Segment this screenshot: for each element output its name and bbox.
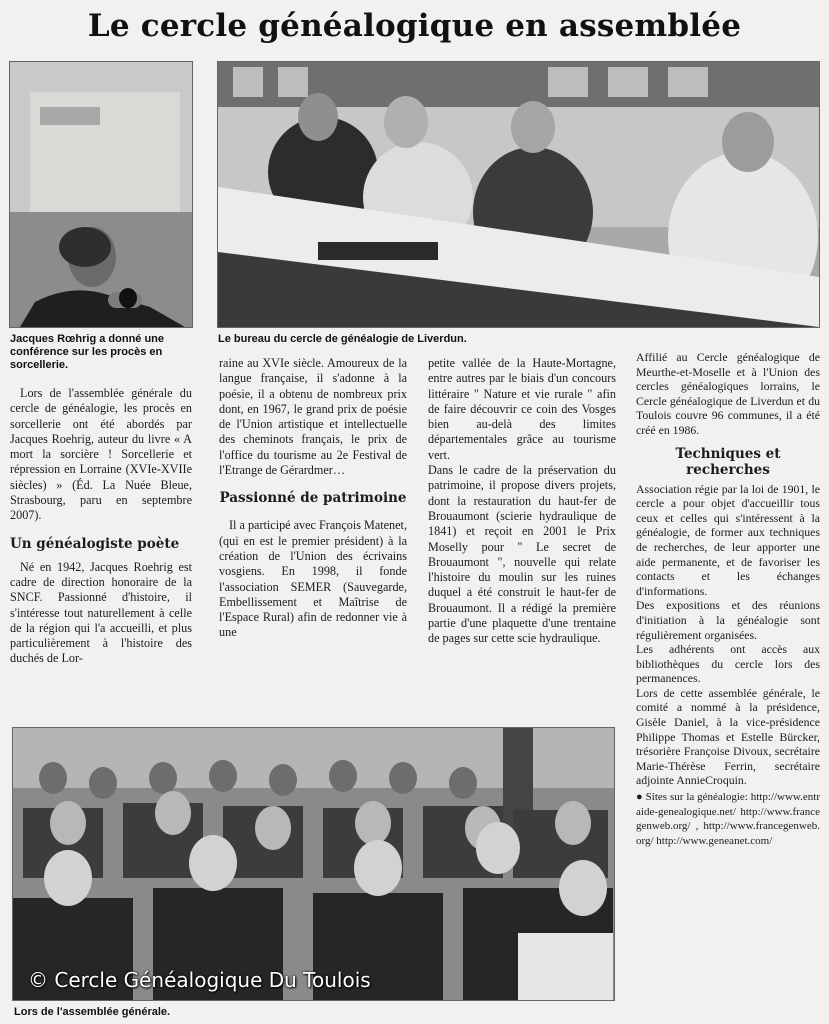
col4-paragraph-2: Association régie par la loi de 1901, le cercle a pour objet d'accueillir tous ceux et celles qui s'intéressent à la généalogie, de former aux techniques de recherches, de leur apporter une aide permanente, et de favoriser les contacts et les échanges d'informations.: [636, 481, 820, 598]
speaker-photo-image: [10, 62, 192, 327]
col3-paragraph-1: petite vallée de la Haute-Mortagne, entre autres par le biais d'un concours littéraire " Nature et vie rurale " afin de faire découvrir ce coin des Vosges bien au-delà des limites départementales grâce au tourisme vert.: [428, 356, 616, 462]
column-1: [10, 386, 192, 667]
bureau-photo-image: [218, 62, 819, 327]
column-2: [219, 356, 407, 641]
column-4: [636, 350, 820, 848]
col4-subhead: Techniques et recherches: [675, 445, 781, 478]
column-3: [428, 356, 616, 647]
col1-paragraph-2: Né en 1942, Jacques Roehrig est cadre de direction honoraire de la SNCF. Passionné d'histoire, il s'intéresse tout naturellement à celle de la région qui l'a accueilli, et plus particulièrement à l'histoire des duchés de Lor-: [10, 559, 192, 666]
col4-websites: ● Sites sur la généalogie: http://www.entraide-genealogique.net/ http://www.francegenweb.org/ , http://www.francegenweb.org/ http://www.geneanet.com/: [636, 791, 820, 847]
assembly-photo-image: [13, 728, 614, 1000]
col2-paragraph-1: raine au XVIe siècle. Amoureux de la langue française, il s'adonne à la poésie, il a obtenu de nombreux prix dont, en 1967, le grand prix de poésie de l'Union artistique et intellectuelle des cheminots français, le prix de l'office du tourisme au 2e Festival de l'Etrange de Gérardmer…: [219, 356, 407, 478]
col2-paragraph-2: Il a participé avec François Matenet, (qui en est le premier président) à la création de l'Union des écrivains vosgiens. En 1998, il fonde l'association SEMER (Sauvegarde, Embellissement et Maîtrise de l'Espace Rural) afin de redonner vie à une: [219, 518, 407, 640]
bureau-photo: [217, 61, 820, 328]
headline: Le cercle généalogique en assemblée: [87, 8, 742, 44]
assembly-caption: Lors de l'assemblée générale.: [14, 1006, 171, 1018]
speaker-photo: [9, 61, 193, 328]
col3-paragraph-2: Dans le cadre de la préservation du patrimoine, il propose divers projets, dont la restauration du haut-fer de Brouaumont (scierie hydraulique de 1841) et reçoit en 2001 le Prix Moselly pour " Le secret de Brouaumont ", nouvelle qui relate l'histoire du moulin sur les ruines duquel a été construit le haut-fer de Brouaumont. Il a rédigé la première partie d'une plaquette d'une trentaine de pages sur cette scie hydraulique.: [428, 463, 616, 646]
col4-paragraph-5: Lors de cette assemblée générale, le comité a nommé à la présidence, Gisèle Daniel, à la vice-présidence Philippe Thomas et Estelle Bürcker, trésorière Françoise Divoux, secrétaire Marie-Thérèse Ferrin, secrétaire adjointe AnnieCroquin.: [636, 685, 820, 788]
copyright-watermark: © Cercle Généalogique Du Toulois: [28, 968, 371, 992]
col4-paragraph-1: Affilié au Cercle généalogique de Meurthe-et-Moselle et à l'Union des cercles généalogiques lorrains, le Cercle généalogique de Liverdun et du Toulois couvre 96 communes, il a été créé en 1986.: [636, 350, 820, 437]
col4-paragraph-4: Les adhérents ont accès aux bibliothèques du cercle lors des permanences.: [636, 642, 820, 686]
col1-paragraph-1: Lors de l'assemblée générale du cercle de généalogie, les procès en sorcellerie ont été abordés par Jacques Roehrig, auteur du livre « A mort la sorcière ! Sorcellerie et répression en Lorraine (XVIe-XVIIe siècles) » (Éd. La Nuée Bleue, Strasbourg, paru en septembre 2007).: [10, 386, 192, 523]
col4-paragraph-3: Des expositions et des réunions d'initiation à la généalogie sont régulièrement organisées.: [636, 598, 820, 642]
speaker-caption: Jacques Rœhrig a donné une conférence sur les procès en sorcellerie.: [10, 333, 165, 371]
col2-subhead: Passionné de patrimoine: [219, 490, 407, 507]
bureau-caption: Le bureau du cercle de généalogie de Liverdun.: [218, 333, 467, 345]
col1-subhead: Un généalogiste poète: [10, 535, 180, 552]
assembly-photo: [12, 727, 615, 1001]
